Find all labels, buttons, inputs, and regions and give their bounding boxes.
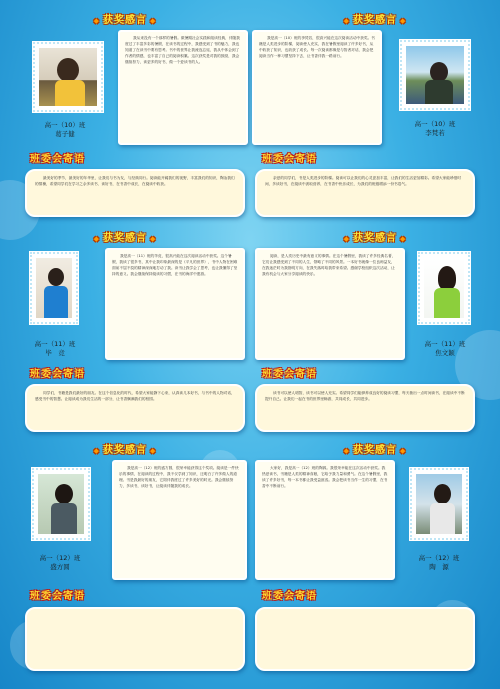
- student-photo-stamp: [400, 40, 470, 110]
- student-photo: [416, 474, 462, 534]
- student-caption: 高一（10）班 葛子健: [44, 121, 86, 138]
- student-photo: [406, 46, 464, 104]
- award-title: ◆ 获奖感言 ◆: [93, 15, 157, 26]
- award-speech-panel: 我是高一（11）班的毕竞，很高兴能在这次阅读活动中获奖。这个暑假，我读了很多书，其中让我印象最深的是《平凡的世界》，书中人物在困难面前不屈不挠的精神深深地打动了我。读书让我学会了思考，也让我懂得了坚持的意义。我会继续保持阅读的习惯，在书的海洋中遨游。: [105, 248, 245, 360]
- student-caption: 高一（10）班 李梵若: [414, 120, 456, 137]
- student-caption: 高一（12）班 陶 源: [418, 554, 460, 571]
- student-photo: [424, 258, 464, 318]
- award-speech-panel: 大家好，我是高一（12）班的陶源。我很荣幸能在这次活动中获奖。我热爱读书，书籍是人类的精神食粮，它给予我力量和勇气。在这个暑假里，我读了许多好书，每一本书都让我受益匪浅。我会把读书当作一生的习惯，在书香中不断前行。: [255, 460, 395, 580]
- message-box: 同学们，书籍是我们最好的朋友。在这个信息化的时代，希望大家能静下心来，认真读几本好书，与书中的人物对话，感受书中的智慧。让阅读成为我们生活的一部分，让书香飘满我们的校园。: [25, 384, 245, 432]
- student-caption: 高一（11）班 毕 竞: [34, 340, 76, 357]
- message-title: 班委会寄语: [262, 591, 317, 602]
- message-title: 班委会寄语: [262, 154, 317, 165]
- message-title: 班委会寄语: [30, 154, 85, 165]
- message-title: 班委会寄语: [30, 369, 85, 380]
- student-photo: [36, 258, 72, 318]
- award-speech-panel: 我是高一（10）班的李梵若，很高兴能在这次阅读活动中获奖。书籍是人类进步的阶梯，阅读使人充实，我在暑假里阅读了许多好书，从中收获了知识，也收获了成长。每一次阅读都像是与智者对话，我会把阅读当作一种习惯坚持下去，让书香伴我一路前行。: [252, 30, 382, 145]
- student-photo-stamp: [410, 468, 468, 540]
- student-caption: 高一（11）班 焦文颖: [424, 340, 466, 357]
- award-title: ◆ 获奖感言 ◆: [343, 15, 407, 26]
- student-photo: [39, 48, 97, 106]
- message-title: 班委会寄语: [262, 369, 317, 380]
- award-title: ◆ 获奖感言 ◆: [343, 445, 407, 456]
- award-title: ◆ 获奖感言 ◆: [343, 233, 407, 244]
- student-photo-stamp: [32, 468, 90, 540]
- award-speech-panel: 我从来没有一个那样的暑假。做暑期社会实践和阅读经典，伴随我度过了丰富多彩的暑假，在读书的过程中，我感受到了书的魅力，我也知道了在读书中要有思考。书中的世界让我流连忘返，我从中体会到了作者的情感，也丰富了自己的阅读积累。这次获奖是对我的鼓励，我会继续努力，读更多的好书，做一个爱读书的人。: [118, 30, 248, 145]
- message-box: [25, 607, 245, 671]
- student-photo-stamp: [418, 252, 470, 324]
- student-photo: [38, 474, 84, 534]
- award-speech-panel: 阅读，是人类历史中最有意义的事情。在这个暑假里，我读了许多经典名著，它们让我感受到了不同的人生，领略了不同的风景。一本好书就像一位良师益友，在我迷茫时为我指明方向，在我失落时给我带来希望。感谢学校组织这次活动，让我有机会与大家分享阅读的快乐。: [255, 248, 405, 360]
- award-title: ◆ 获奖感言 ◆: [93, 233, 157, 244]
- student-photo-stamp: [30, 252, 78, 324]
- award-title: ◆ 获奖感言 ◆: [93, 445, 157, 456]
- student-photo-stamp: [33, 42, 103, 112]
- award-speech-panel: 我是高一（12）班的盛方圆，很荣幸能获得这个奖项。阅读是一件快乐的事情，在阅读的过程中，我不仅学到了知识，还明白了许多做人的道理。书是我最好的朋友，它陪伴我度过了许多美好的时光。我会继续努力，多读书，读好书，让阅读伴随我的成长。: [112, 460, 247, 580]
- message-box: [255, 607, 475, 671]
- message-box: 最美好的季节，最美好的年华里，让我们与书为友，与经典同行。阅读能开阔我们的视野，丰富我们的知识，陶冶我们的情操，希望同学们在学习之余多读书、读好书，在书香中成长，在阅读中收获。: [25, 169, 245, 217]
- message-box: 读书可以使人明智，读书可以使人充实。希望同学们能够养成良好的阅读习惯，每天抽出一点时间读书，在阅读中不断提升自己。让我们一起在书的世界里畅游，共同成长，共同进步。: [255, 384, 475, 432]
- message-title: 班委会寄语: [30, 591, 85, 602]
- message-box: 亲爱的同学们，书是人类进步的阶梯。阅读可以让我们的心灵更加丰富，让我们的生活更加精彩。希望大家能珍惜时间，多读好书，在阅读中汲取营养，在书香中快乐成长，为我们的班级增添一份书卷气。: [255, 169, 475, 217]
- student-caption: 高一（12）班 盛方圆: [39, 554, 81, 571]
